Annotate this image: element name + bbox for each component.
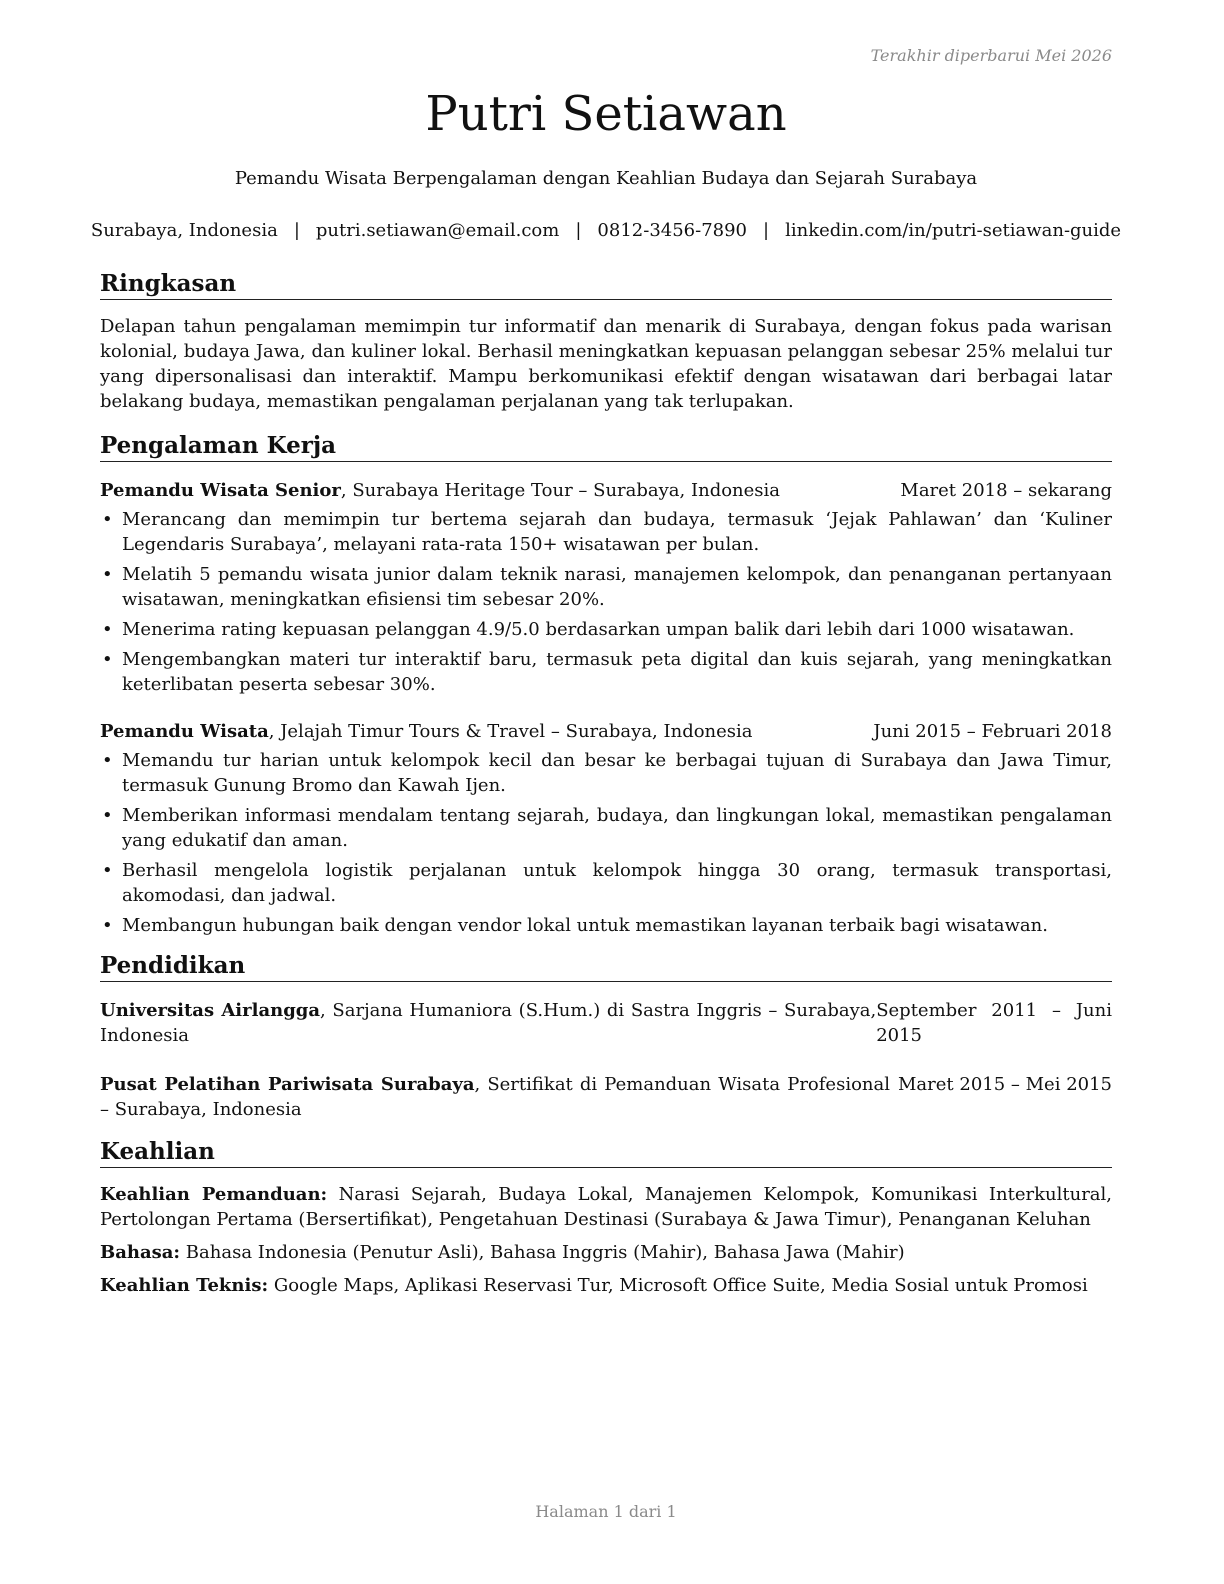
candidate-name: Putri Setiawan (425, 86, 787, 142)
job-bullet: • Membangun hubungan baik dengan vendor lokal untuk memastikan layanan terbaik bagi wisatawan. (122, 913, 1112, 938)
education-detail: , Sarjana Humaniora (S.Hum.) di Sastra Inggris – Surabaya, Indonesia (100, 1000, 877, 1046)
job-bullet: • Memandu tur harian untuk kelompok kecil dan besar ke berbagai tujuan di Surabaya dan Jawa Timur, termasuk Gunung Bromo dan Kawah Ijen. (122, 748, 1112, 798)
experience-section (100, 432, 1112, 938)
job-title-line (100, 478, 780, 503)
last-updated-note: Terakhir diperbarui Mei 2026 (870, 46, 1112, 65)
summary-text: Delapan tahun pengalaman memimpin tur informatif dan menarik di Surabaya, dengan fokus pada warisan kolonial, budaya Jawa, dan kuliner lokal. Berhasil meningkatkan kepuasan pelanggan sebesar 25% melalui tur yang dipersonalisasi dan interaktif. Mampu berkomunikasi efektif dengan wisatawan dari berbagai latar belakang budaya, memastikan pengalaman perjalanan yang tak terlupakan. (100, 316, 1112, 412)
contact-separator: | (293, 220, 300, 241)
job-role: Pemandu Wisata Senior (100, 480, 341, 501)
job-bullet: • Mengembangkan materi tur interaktif baru, termasuk peta digital dan kuis sejarah, yang meningkatkan keterlibatan peserta sebesar 30%. (122, 647, 1112, 697)
job-bullet: • Memberikan informasi mendalam tentang sejarah, budaya, dan lingkungan lokal, memastikan pengalaman yang edukatif dan aman. (122, 803, 1112, 853)
education-dates: September 2011 – Juni 2015 (876, 1000, 1112, 1046)
education-school: Universitas Airlangga (100, 1000, 321, 1021)
contact-phone[interactable]: 0812-3456-7890 (597, 220, 748, 241)
education-entry (100, 1072, 1112, 1122)
job-company: , Surabaya Heritage Tour – Surabaya, Indonesia (340, 480, 781, 501)
job-dates: Juni 2015 – Februari 2018 (873, 721, 1112, 742)
job-header (100, 719, 1112, 744)
skill-label: Keahlian Teknis: (100, 1275, 269, 1296)
job-role: Pemandu Wisata (100, 721, 269, 742)
skills-section (100, 1138, 1112, 1298)
candidate-tagline: Pemandu Wisata Berpengalaman dengan Keahlian Budaya dan Sejarah Surabaya (234, 168, 978, 189)
skill-label: Keahlian Pemanduan: (100, 1184, 328, 1205)
job-bullet: • Merancang dan memimpin tur bertema sejarah dan budaya, termasuk ‘Jejak Pahlawan’ dan ‘Kuliner Legendaris Surabaya’, melayani rata-rata 150+ wisatawan per bulan. (122, 507, 1112, 557)
education-dates: Maret 2015 – Mei 2015 (898, 1074, 1112, 1095)
skill-value: Narasi Sejarah, Budaya Lokal, Manajemen Kelompok, Komunikasi Interkultural, Pertolongan Pertama (Bersertifikat), Pengetahuan Destinasi (Surabaya & Jawa Timur), Penanganan Keluhan (100, 1184, 1113, 1230)
skill-value: Bahasa Indonesia (Penutur Asli), Bahasa Inggris (Mahir), Bahasa Jawa (Mahir) (180, 1242, 905, 1263)
job-title-line (100, 719, 753, 744)
job-entry (100, 478, 1112, 697)
skill-line (100, 1240, 1112, 1265)
job-bullets (100, 748, 1112, 938)
section-title-summary: Ringkasan (100, 270, 1112, 300)
section-title-education: Pendidikan (100, 952, 1112, 982)
contact-email[interactable]: putri.setiawan@email.com (315, 220, 560, 241)
contact-separator: | (763, 220, 770, 241)
education-section (100, 952, 1112, 1122)
job-entry (100, 719, 1112, 938)
section-title-experience: Pengalaman Kerja (100, 432, 1112, 462)
skill-label: Bahasa: (100, 1242, 181, 1263)
skill-line (100, 1182, 1112, 1232)
resume-content (100, 270, 1112, 1308)
education-school: Pusat Pelatihan Pariwisata Surabaya (100, 1074, 475, 1095)
education-institution-line (100, 998, 876, 1048)
summary-section (100, 270, 1112, 414)
contact-linkedin[interactable]: linkedin.com/in/putri-setiawan-guide (785, 220, 1122, 241)
job-header (100, 478, 1112, 503)
job-dates: Maret 2018 – sekarang (900, 480, 1112, 501)
job-bullets (100, 507, 1112, 697)
contact-separator: | (575, 220, 582, 241)
education-entry (100, 998, 1112, 1048)
job-bullet: • Berhasil mengelola logistik perjalanan untuk kelompok hingga 30 orang, termasuk transportasi, akomodasi, dan jadwal. (122, 858, 1112, 908)
contact-location: Surabaya, Indonesia (90, 220, 278, 241)
job-bullet: • Melatih 5 pemandu wisata junior dalam teknik narasi, manajemen kelompok, dan penanganan pertanyaan wisatawan, meningkatkan efisiensi tim sebesar 20%. (122, 562, 1112, 612)
education-detail: , Sertifikat di Pemanduan Wisata Profesional – Surabaya, Indonesia (100, 1074, 890, 1120)
page-footer: Halaman 1 dari 1 (535, 1502, 677, 1521)
skill-value: Google Maps, Aplikasi Reservasi Tur, Microsoft Office Suite, Media Sosial untuk Promosi (268, 1275, 1088, 1296)
section-title-skills: Keahlian (100, 1138, 1112, 1168)
contact-line (90, 220, 1122, 241)
job-company: , Jelajah Timur Tours & Travel – Surabaya, Indonesia (268, 721, 753, 742)
skill-line (100, 1273, 1112, 1298)
job-bullet: • Menerima rating kepuasan pelanggan 4.9/5.0 berdasarkan umpan balik dari lebih dari 1000 wisatawan. (122, 617, 1112, 642)
education-institution-line (100, 1072, 890, 1122)
